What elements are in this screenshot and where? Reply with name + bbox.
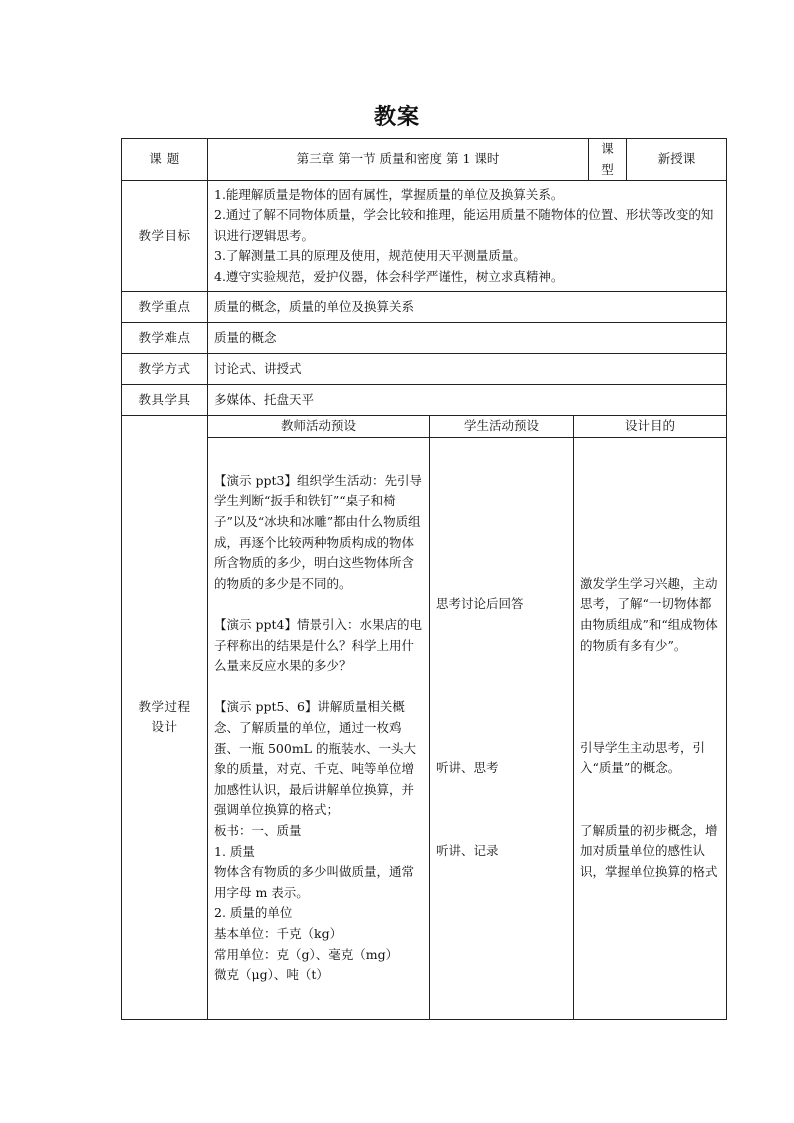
difficulties-row: [122, 323, 727, 354]
board-line: 物体含有物质的多少叫做质量，通常用字母 m 表示。: [214, 864, 415, 900]
method-label: 教学方式: [122, 354, 208, 385]
design-purpose: 激发学生学习兴趣，主动思考，了解“一切物体都由物质组成”和“组成物体的物质有多有少”。: [580, 575, 718, 653]
design-purposes: [574, 437, 727, 1019]
design-purpose: 了解质量的初步概念，增加对质量单位的感性认识，掌握单位换算的格式: [580, 822, 718, 880]
student-activities: [430, 437, 574, 1019]
board-line: 基本单位：千克（kg）: [214, 925, 343, 941]
design-purpose: 引导学生主动思考，引入“质量”的概念。: [580, 739, 706, 776]
goal-item: 2.通过了解不同物体质量，学会比较和推理，能运用质量不随物体的位置、形状等改变的知识进行逻辑思考。: [214, 207, 714, 243]
method-value: 讨论式、讲授式: [208, 354, 727, 385]
process-body-row: [122, 437, 727, 1019]
board-line: 常用单位：克（g）、毫克（mg）: [214, 946, 399, 962]
goal-item: 1.能理解质量是物体的固有属性，掌握质量的单位及换算关系。: [214, 186, 564, 202]
student-activity: 听讲、记录: [436, 843, 499, 859]
difficulties-label: 教学难点: [122, 323, 208, 354]
process-label: 教学过程设计: [122, 416, 208, 1020]
board-line: 板书：一、质量: [214, 822, 302, 838]
student-activity: 听讲、思考: [436, 760, 499, 776]
teacher-activity: 【演示 ppt4】情景引入：水果店的电子秤称出的结果是什么？科学上用什么量来反应水果的多少？: [214, 617, 422, 674]
goals-row: [122, 181, 727, 292]
teacher-activity: 【演示 ppt5、6】讲解质量相关概念、了解质量的单位，通过一枚鸡蛋、一瓶 500mL 的瓶装水、一头大象的质量，对克、千克、吨等单位增加感性认识，最后讲解单位换算，并强调单位换算的格式；: [214, 699, 416, 818]
topic-label: 课 题: [122, 139, 208, 181]
key-points-row: [122, 292, 727, 323]
key-points-value: 质量的概念，质量的单位及换算关系: [208, 292, 727, 323]
student-column-header: 学生活动预设: [430, 416, 574, 438]
topic-value: 第三章 第一节 质量和密度 第 1 课时: [208, 139, 589, 181]
purpose-column-header: 设计目的: [574, 416, 727, 438]
type-label: 课 型: [589, 139, 627, 181]
teacher-activities: [208, 437, 430, 1019]
difficulties-value: 质量的概念: [208, 323, 727, 354]
tools-row: [122, 385, 727, 416]
board-line: 微克（μg）、吨（t）: [214, 967, 329, 983]
goals-list: [208, 181, 727, 292]
process-header-row: [122, 416, 727, 438]
teacher-column-header: 教师活动预设: [208, 416, 430, 438]
teacher-activity: 【演示 ppt3】组织学生活动：先引导学生判断“扳手和铁钉”“桌子和椅子”以及“冰块和冰雕”都由什么物质组成，再逐个比较两种物质构成的物体所含物质的多少，明白这些物体所含的物质的多少是不同的。: [214, 472, 422, 591]
goal-item: 4.遵守实验规范，爱护仪器，体会科学严谨性，树立求真精神。: [214, 269, 564, 285]
type-value: 新授课: [627, 139, 727, 181]
goals-label: 教学目标: [122, 181, 208, 292]
tools-label: 教具学具: [122, 385, 208, 416]
lesson-plan-table: [121, 138, 727, 1020]
key-points-label: 教学重点: [122, 292, 208, 323]
page-title: 教案: [373, 105, 420, 130]
tools-value: 多媒体、托盘天平: [208, 385, 727, 416]
method-row: [122, 354, 727, 385]
topic-row: [122, 139, 727, 181]
student-activity: 思考讨论后回答: [436, 596, 524, 612]
goal-item: 3.了解测量工具的原理及使用，规范使用天平测量质量。: [214, 248, 526, 264]
board-line: 1. 质量: [214, 843, 255, 859]
board-line: 2. 质量的单位: [214, 905, 293, 921]
